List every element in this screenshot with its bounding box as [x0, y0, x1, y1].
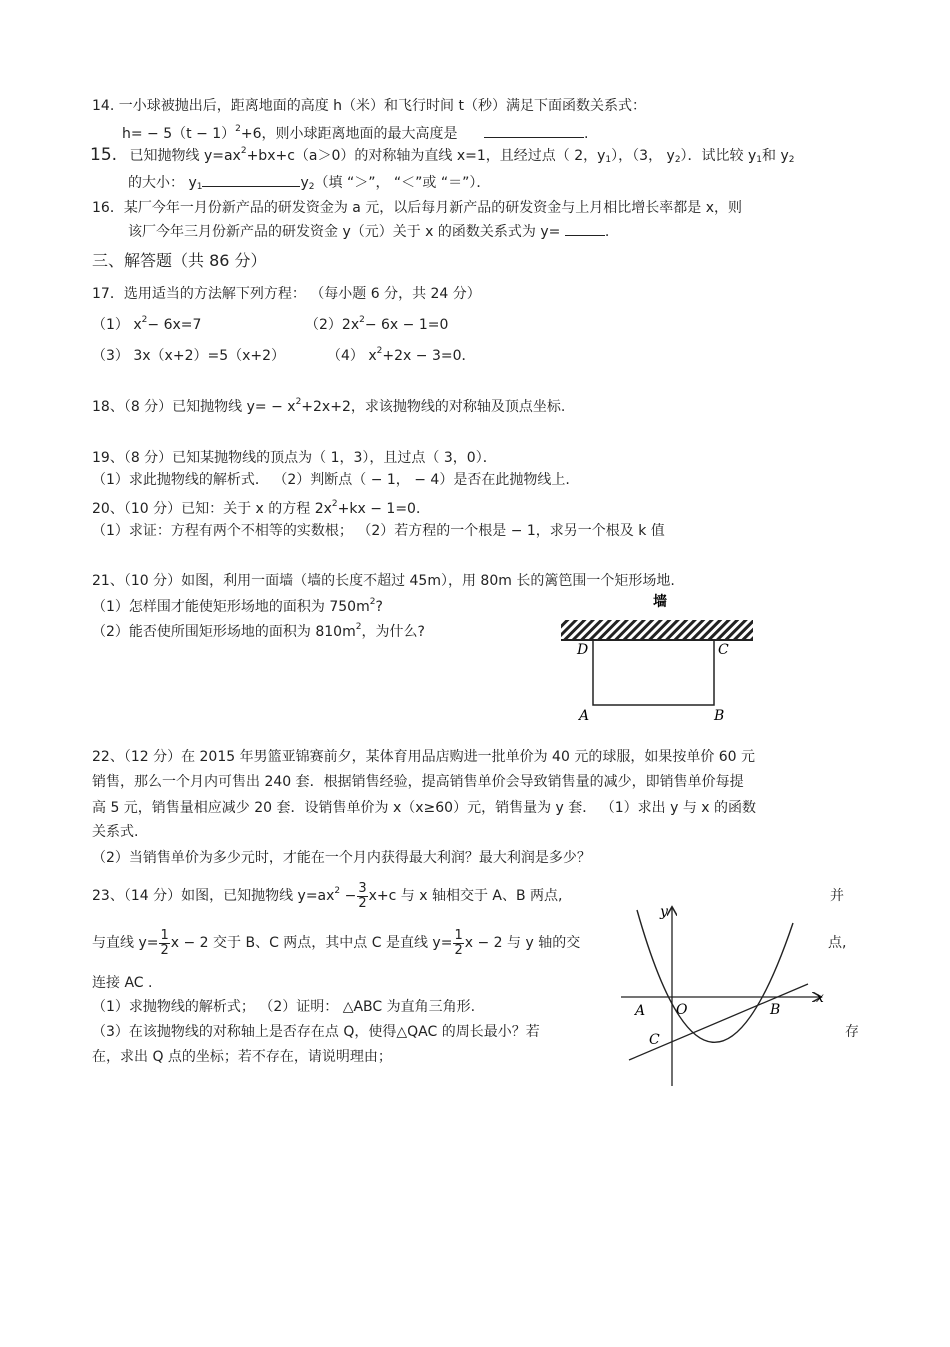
- q15-text-c: ），（3， y: [611, 148, 675, 164]
- q23-fraction-1-2-a: [159, 929, 169, 958]
- q20-a: 20、（10 分）已知：关于 x 的方程 2x: [92, 501, 332, 517]
- q21-p1-a: （1）怎样围才能使矩形场地的面积为 750m: [92, 599, 370, 615]
- q21-p1-b: ?: [375, 599, 383, 615]
- q15-sub2b: 2: [788, 155, 795, 165]
- q17-p2-exp: 2: [359, 315, 365, 325]
- q22-line5: （2）当销售单价为多少元时，才能在一个月内获得最大利润？最大利润是多少？: [92, 850, 591, 866]
- q21-p2-a: （2）能否使所围矩形场地的面积为 810m: [92, 624, 356, 640]
- q17-part2: [305, 316, 448, 334]
- q15-sub1b: 1: [756, 155, 763, 165]
- q16-line2: [128, 221, 609, 241]
- q15-text-b: +bx+c（a＞0）的对称轴为直线 x=1，且经过点（ 2，y: [246, 148, 606, 164]
- q19-line2: （1）求此抛物线的解析式． （2）判断点（ − 1， − 4）是否在此抛物线上.: [92, 472, 570, 488]
- q17-p1-b: − 6x=7: [147, 317, 202, 333]
- q23-exp: 2: [334, 886, 341, 896]
- q21-label-c: C: [718, 642, 729, 658]
- q15-text-g: y: [300, 175, 309, 191]
- q17-part1: [92, 316, 201, 334]
- q21-rectangle: [593, 640, 714, 705]
- q16-line1: 16．某厂今年一月份新产品的研发资金为 a 元，以后每月新产品的研发资金与上月相比增长率都是 x，则: [92, 200, 743, 216]
- q21-p1-exp: 2: [369, 597, 376, 607]
- q15-line2: [128, 172, 490, 192]
- q20-exp: 2: [331, 499, 338, 509]
- q23-f3-num: 1: [454, 927, 463, 943]
- q15-sub1: 1: [605, 155, 612, 165]
- q23-line6: 在，求出 Q 点的坐标；若不存在，请说明理由；: [92, 1049, 392, 1065]
- q18-b: +2x+2，求该抛物线的对称轴及顶点坐标.: [301, 399, 566, 415]
- q21-label-b: B: [714, 708, 725, 724]
- q22-line3: 高 5 元，销售量相应减少 20 套．设销售单价为 x（x≥60）元，销售量为 y 套． （1）求出 y 与 x 的函数: [92, 800, 756, 816]
- q15-text-h: （填 “＞”， “＜”或 “＝”）．: [314, 175, 491, 191]
- q23-b: −: [340, 888, 357, 904]
- q22-line2: 销售，那么一个月内可售出 240 套．根据销售经验，提高销售单价会导致销售量的减少，即销售单价每提: [92, 774, 744, 790]
- q14-line1: 14. 一小球被抛出后，距离地面的高度 h（米）和飞行时间 t（秒）满足下面函数关系式：: [92, 98, 646, 114]
- q21-line1: 21、（10 分）如图，利用一面墙（墙的长度不超过 45m），用 80m 长的篱笆围一个矩形场地.: [92, 573, 675, 589]
- q14-text-b: +6，则小球距离地面的最大高度是: [240, 126, 458, 142]
- q23-c: x+c 与 x 轴相交于 A、B 两点,: [368, 888, 563, 904]
- q14-text-c: .: [584, 126, 589, 142]
- q17-p1-a: （1） x: [92, 317, 142, 333]
- q18-exp: 2: [295, 397, 302, 407]
- q16-text-b: .: [604, 224, 610, 240]
- q15-answer-blank[interactable]: [202, 172, 300, 187]
- q20-b: +kx − 1=0．: [337, 501, 430, 517]
- q18-a: 18、（8 分）已知抛物线 y= − x: [92, 399, 296, 415]
- q21-p2-b: ，为什么?: [361, 624, 425, 640]
- q15-exponent: 2: [240, 146, 247, 156]
- q15-text-a: 已知抛物线 y=ax: [129, 148, 241, 164]
- q19-line1: 19、（8 分）已知某抛物线的顶点为（ 1，3），且过点（ 3，0）．: [92, 450, 497, 466]
- q15-sub1c: 1: [196, 182, 203, 192]
- q15-text-d: ）．试比较 y: [680, 148, 757, 164]
- q21-part1: [92, 598, 383, 616]
- q23-fraction-3-2: [357, 882, 367, 911]
- q21-wall-label: 墙: [653, 594, 667, 610]
- q23-f2-num: 1: [160, 927, 169, 943]
- q23-label-x: x: [816, 990, 824, 1006]
- q23-line3: 连接 AC .: [92, 975, 153, 991]
- q23-cun: 存: [845, 1024, 859, 1040]
- q23-label-y: y: [660, 904, 668, 920]
- q23-line4: （1）求抛物线的解析式； （2）证明： △ABC 为直角三角形.: [92, 999, 476, 1015]
- q21-p2-exp: 2: [355, 622, 362, 632]
- q23-parabola: [637, 910, 793, 1042]
- q21-rectangle-figure: [555, 588, 765, 728]
- q23-line2-b: x − 2 交于 B、C 两点，其中点 C 是直线 y=: [170, 935, 453, 951]
- q23-line2-c: x − 2 与 y 轴的交: [464, 935, 581, 951]
- q23-line2-a: 与直线 y=: [92, 935, 159, 951]
- q17-title: 17．选用适当的方法解下列方程： （每小题 6 分，共 24 分）: [92, 286, 481, 302]
- q20-line2: （1）求证：方程有两个不相等的实数根； （2）若方程的一个根是 − 1，求另一个根及 k 值: [92, 523, 665, 539]
- q14-line2: [122, 123, 588, 143]
- q23-dian: 点,: [828, 935, 847, 951]
- q16-answer-blank[interactable]: [565, 221, 605, 236]
- q23-parabola-figure: [615, 898, 830, 1088]
- q23-label-c: C: [649, 1032, 660, 1048]
- q23-line-bc: [629, 984, 808, 1060]
- q16-text-a: 该厂今年三月份新产品的研发资金 y（元）关于 x 的函数关系式为 y=: [128, 224, 561, 240]
- q15-line1: [90, 146, 795, 165]
- q23-f3-den: 2: [454, 942, 463, 958]
- q18-line: [92, 398, 565, 416]
- q17-p4-b: +2x − 3=0．: [382, 348, 476, 364]
- q17-p2-a: （2）2x: [305, 317, 360, 333]
- q21-label-d: D: [577, 642, 589, 658]
- q21-label-a: A: [579, 708, 590, 724]
- q14-exponent: 2: [235, 124, 241, 134]
- q15-text-f: 的大小： y: [128, 175, 197, 191]
- q17-p2-b: − 6x − 1=0: [364, 317, 449, 333]
- q15-sub2c: 2: [308, 182, 315, 192]
- q20-line1: [92, 500, 430, 518]
- q15-text-e: 和 y: [762, 148, 789, 164]
- q14-text-a: h= − 5（t − 1）: [122, 126, 236, 142]
- q14-answer-blank[interactable]: [484, 123, 584, 138]
- q23-fraction-1-2-b: [453, 929, 463, 958]
- q23-a: 23、（14 分）如图，已知抛物线 y=ax: [92, 888, 335, 904]
- q23-f1-den: 2: [358, 895, 367, 911]
- q17-p1-exp: 2: [141, 315, 148, 325]
- q15-number: 15.: [90, 145, 118, 165]
- q23-line2: [92, 923, 580, 963]
- q23-f1-num: 3: [358, 880, 367, 896]
- q17-part4: [327, 347, 476, 365]
- q17-p4-exp: 2: [376, 346, 383, 356]
- section-3-heading: 三、解答题（共 86 分）: [92, 251, 267, 270]
- q23-label-a: A: [635, 1003, 646, 1019]
- q21-wall-hatching: [561, 620, 753, 640]
- q23-label-o: O: [676, 1002, 688, 1018]
- q22-line4: 关系式.: [92, 824, 139, 840]
- q23-f2-den: 2: [160, 942, 169, 958]
- q23-line5: （3）在该抛物线的对称轴上是否存在点 Q，使得△QAC 的周长最小？若: [92, 1024, 540, 1040]
- q23-label-b: B: [770, 1002, 781, 1018]
- q17-part3: （3） 3x（x+2）=5（x+2）: [92, 348, 286, 364]
- q22-line1: 22、（12 分）在 2015 年男篮亚锦赛前夕，某体育用品店购进一批单价为 40 元的球服，如果按单价 60 元: [92, 749, 756, 765]
- q21-part2: [92, 623, 425, 641]
- q23-bing: 并: [830, 888, 844, 904]
- q17-p4-a: （4） x: [327, 348, 377, 364]
- q15-sub2: 2: [674, 155, 681, 165]
- q23-line1: [92, 876, 563, 916]
